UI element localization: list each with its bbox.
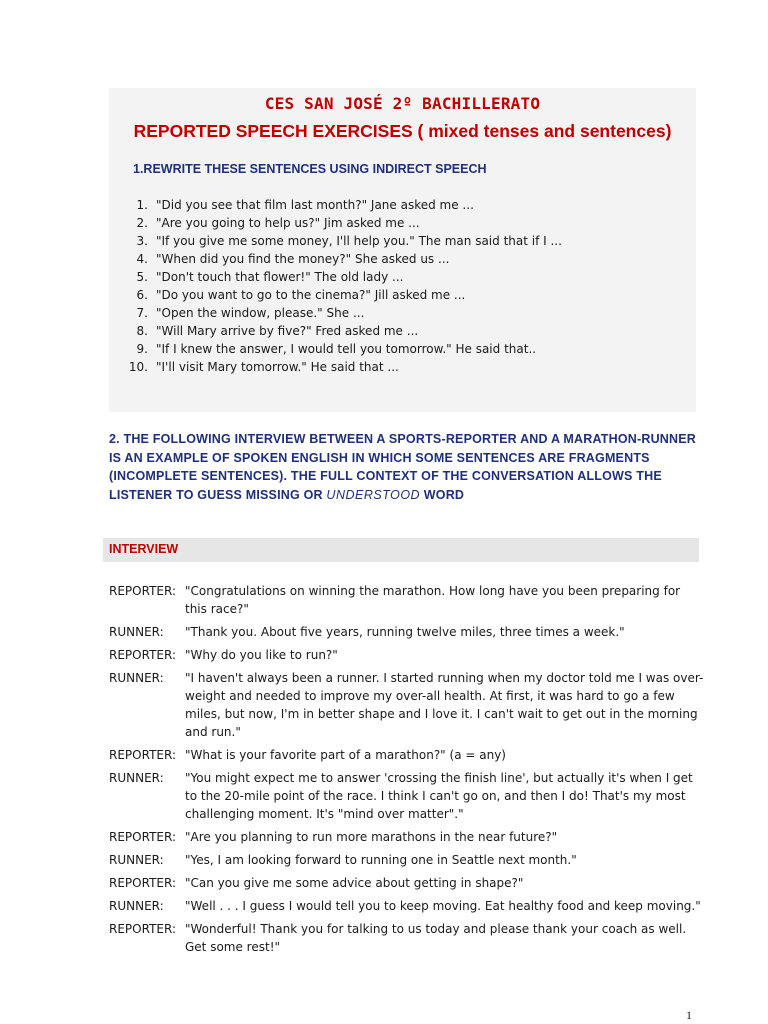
speaker-label: REPORTER:	[109, 922, 176, 936]
list-item	[118, 322, 562, 340]
speaker-label: RUNNER:	[109, 899, 164, 913]
list-item	[118, 232, 562, 250]
school-title: CES SAN JOSÉ 2º BACHILLERATO	[264, 94, 541, 113]
item-text: "Are you going to help us?" Jim asked me ...	[156, 216, 420, 230]
item-number: 6.	[136, 288, 148, 302]
item-number: 7.	[136, 306, 148, 320]
item-text: "Do you want to go to the cinema?" Jill asked me ...	[156, 288, 466, 302]
dialogue-line: "Why do you like to run?"	[185, 648, 338, 662]
dialogue-line: "Congratulations on winning the marathon. How long have you been preparing for this race?"	[185, 584, 681, 616]
item-number: 8.	[136, 324, 148, 338]
list-item	[118, 196, 562, 214]
section2-heading	[109, 430, 699, 504]
dialogue-line: "You might expect me to answer 'crossing the finish line', but actually it's when I get to the 20-mile point of the race. I think I can't go on, and then I do! That's my most challenging moment. It's "mind over matter"."	[185, 771, 693, 821]
section2-heading-end: WORD	[423, 487, 465, 502]
dialogue-line: "Are you planning to run more marathons in the near future?"	[185, 830, 558, 844]
list-item	[118, 250, 562, 268]
list-item	[118, 358, 562, 376]
item-number: 1.	[136, 198, 148, 212]
item-text: "When did you find the money?" She asked us ...	[156, 252, 450, 266]
dialogue-turn	[109, 582, 709, 618]
item-number: 3.	[136, 234, 148, 248]
list-item	[118, 214, 562, 232]
dialogue-turn	[109, 746, 709, 764]
item-text: "I'll visit Mary tomorrow." He said that ...	[156, 360, 399, 374]
dialogue-line: "Thank you. About five years, running twelve miles, three times a week."	[185, 625, 625, 639]
item-text: "Open the window, please." She ...	[156, 306, 365, 320]
interview-dialogue	[109, 582, 709, 961]
dialogue-turn	[109, 897, 709, 915]
section2-heading-text: 2. THE FOLLOWING INTERVIEW BETWEEN A SPORTS-REPORTER AND A MARATHON-RUNNER IS AN EXAMPLE OF SPOKEN ENGLISH IN WHICH SOME SENTENCES ARE FRAGMENTS (INCOMPLETE SENTENCES). THE FULL CONTEXT OF THE CONVERSATION ALLOWS THE LISTENER TO GUESS MISSING OR	[109, 432, 697, 502]
dialogue-turn	[109, 669, 709, 741]
exercise-list	[118, 196, 562, 376]
interview-bar	[103, 538, 699, 562]
list-item	[118, 286, 562, 304]
speaker-label: RUNNER:	[109, 771, 164, 785]
interview-label: INTERVIEW	[109, 542, 179, 556]
dialogue-turn	[109, 851, 709, 869]
speaker-label: REPORTER:	[109, 748, 176, 762]
dialogue-line: "Can you give me some advice about getting in shape?"	[185, 876, 524, 890]
speaker-label: REPORTER:	[109, 830, 176, 844]
dialogue-line: "Well . . . I guess I would tell you to keep moving. Eat healthy food and keep moving."	[185, 899, 701, 913]
section1-heading: 1.REWRITE THESE SENTENCES USING INDIRECT SPEECH	[133, 162, 487, 176]
dialogue-line: "Yes, I am looking forward to running one in Seattle next month."	[185, 853, 577, 867]
list-item	[118, 304, 562, 322]
speaker-label: REPORTER:	[109, 584, 176, 598]
dialogue-turn	[109, 874, 709, 892]
dialogue-turn	[109, 769, 709, 823]
item-number: 9.	[136, 342, 148, 356]
speaker-label: RUNNER:	[109, 625, 164, 639]
page-number: 1	[686, 1008, 692, 1022]
speaker-label: RUNNER:	[109, 853, 164, 867]
item-text: "If I knew the answer, I would tell you tomorrow." He said that..	[156, 342, 537, 356]
item-text: "Will Mary arrive by five?" Fred asked me ...	[156, 324, 419, 338]
item-number: 4.	[136, 252, 148, 266]
list-item	[118, 268, 562, 286]
document-title: REPORTED SPEECH EXERCISES ( mixed tenses and sentences)	[133, 121, 672, 141]
item-number: 2.	[136, 216, 148, 230]
dialogue-turn	[109, 623, 709, 641]
item-text: "If you give me some money, I'll help you." The man said that if I ...	[156, 234, 562, 248]
dialogue-turn	[109, 920, 709, 956]
item-number: 10.	[128, 360, 148, 374]
item-text: "Did you see that film last month?" Jane asked me ...	[156, 198, 474, 212]
dialogue-line: "Wonderful! Thank you for talking to us today and please thank your coach as well. Get some rest!"	[185, 922, 687, 954]
dialogue-turn	[109, 828, 709, 846]
item-number: 5.	[136, 270, 148, 284]
speaker-label: REPORTER:	[109, 876, 176, 890]
section2-heading-italic: UNDERSTOOD	[326, 487, 421, 502]
list-item	[118, 340, 562, 358]
dialogue-line: "What is your favorite part of a marathon?" (a = any)	[185, 748, 506, 762]
dialogue-line: "I haven't always been a runner. I started running when my doctor told me I was over-weight and needed to improve my over-all health. At first, it was hard to go a few miles, but now, I'm in better shape and I love it. I can't wait to get out in the morning and run."	[185, 671, 704, 739]
speaker-label: REPORTER:	[109, 648, 176, 662]
item-text: "Don't touch that flower!" The old lady ...	[156, 270, 404, 284]
dialogue-turn	[109, 646, 709, 664]
speaker-label: RUNNER:	[109, 671, 164, 685]
